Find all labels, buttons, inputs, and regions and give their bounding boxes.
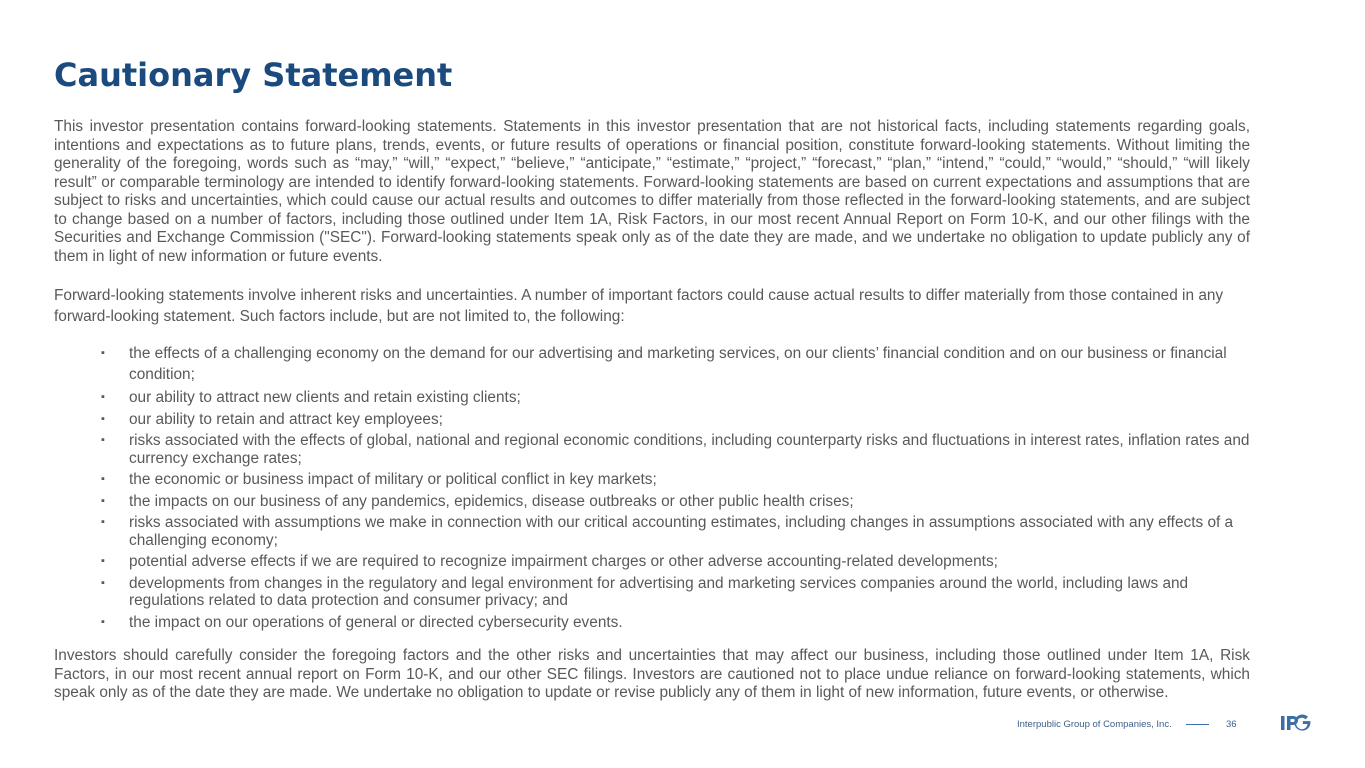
- bullet-icon: ▪: [101, 555, 105, 567]
- list-item-text: the impacts on our business of any pandemics, epidemics, disease outbreaks or other public health crises;: [129, 492, 854, 510]
- list-item: [101, 389, 1250, 407]
- ipg-logo-icon: [1281, 714, 1313, 732]
- list-item-text: the effects of a challenging economy on the demand for our advertising and marketing services, on our clients’ financial condition and on our business or financial condition;: [129, 345, 1227, 383]
- factors-paragraph: Forward-looking statements involve inherent risks and uncertainties. A number of important factors could cause actual results to differ materially from those contained in any forward-looking statement. Such factors include, but are not limited to, the following:: [54, 287, 1224, 325]
- list-item-text: risks associated with assumptions we make in connection with our critical accounting estimates, including changes in assumptions associated with any effects of a challenging economy;: [129, 514, 1234, 549]
- footer-divider: [1186, 724, 1209, 725]
- closing-paragraph: Investors should carefully consider the foregoing factors and the other risks and uncertainties that may affect our business, including those outlined under Item 1A, Risk Factors, in our most recent annual report on Form 10-K, and our other SEC filings. Investors are cautioned not to place undue reliance on forward-looking statements, which speak only as of the date they are made. We undertake no obligation to update or revise publicly any of them in light of new information, future events, or otherwise.: [54, 647, 1250, 701]
- list-item: [101, 343, 1250, 385]
- slide-body: [54, 118, 1250, 703]
- bullet-icon: ▪: [101, 347, 105, 359]
- bullet-icon: ▪: [101, 494, 105, 507]
- paragraph-gap: [54, 266, 1250, 285]
- bullet-icon: ▪: [101, 434, 105, 446]
- list-item: [101, 410, 1250, 429]
- footer: [0, 717, 1365, 733]
- list-item-text: our ability to retain and attract key employees;: [129, 410, 443, 428]
- bullet-icon: ▪: [101, 615, 105, 628]
- list-item: [101, 492, 1250, 511]
- intro-paragraph: This investor presentation contains forward-looking statements. Statements in this investor presentation that are not historical facts, including statements regarding goals, intentions and expectations as to future plans, trends, events, or future results of operations or financial position, constitute forward-looking statements. Without limiting the generality of the foregoing, words such as “may,” “will,” “expect,” “believe,” “anticipate,” “estimate,” “project,” “forecast,” “plan,” “intend,” “could,” “would,” “should,” “will likely result” or comparable terminology are intended to identify forward-looking statements. Forward-looking statements are based on current expectations and assumptions that are subject to risks and uncertainties, which could cause our actual results and outcomes to differ materially from those reflected in the forward-looking statements, and are subject to change based on a number of factors, including those outlined under Item 1A, Risk Factors, in our most recent Annual Report on Form 10-K, and our other filings with the Securities and Exchange Commission ("SEC"). Forward-looking statements speak only as of the date they are made, and we undertake no obligation to update publicly any of them in light of new information or future events.: [54, 118, 1250, 265]
- list-item: [101, 432, 1250, 467]
- list-item: [101, 514, 1250, 549]
- page-title: Cautionary Statement: [54, 56, 453, 94]
- risk-factor-list: [54, 343, 1250, 631]
- list-item-text: our ability to attract new clients and retain existing clients;: [129, 389, 521, 406]
- bullet-icon: ▪: [101, 473, 105, 485]
- list-item-text: risks associated with the effects of global, national and regional economic conditions, including counterparty risks and fluctuations in interest rates, inflation rates and currency exchange rates;: [129, 432, 1250, 467]
- footer-company-name: Interpublic Group of Companies, Inc.: [1017, 719, 1172, 730]
- list-item-text: the economic or business impact of military or political conflict in key markets;: [129, 471, 657, 488]
- list-item-text: developments from changes in the regulatory and legal environment for advertising and marketing services companies around the world, including laws and regulations related to data protection and consumer privacy; and: [129, 574, 1189, 609]
- bullet-icon: ▪: [101, 516, 105, 528]
- bullet-icon: ▪: [101, 391, 105, 403]
- list-item: [101, 613, 1250, 632]
- page-number: 36: [1226, 719, 1237, 730]
- list-item-text: the impact on our operations of general or directed cybersecurity events.: [129, 613, 623, 631]
- bullet-icon: ▪: [101, 576, 105, 589]
- list-item: [101, 553, 1250, 571]
- list-item: [101, 574, 1250, 610]
- bullet-icon: ▪: [101, 412, 105, 425]
- list-item-text: potential adverse effects if we are required to recognize impairment charges or other adverse accounting-related developments;: [129, 553, 998, 570]
- list-item: [101, 471, 1250, 489]
